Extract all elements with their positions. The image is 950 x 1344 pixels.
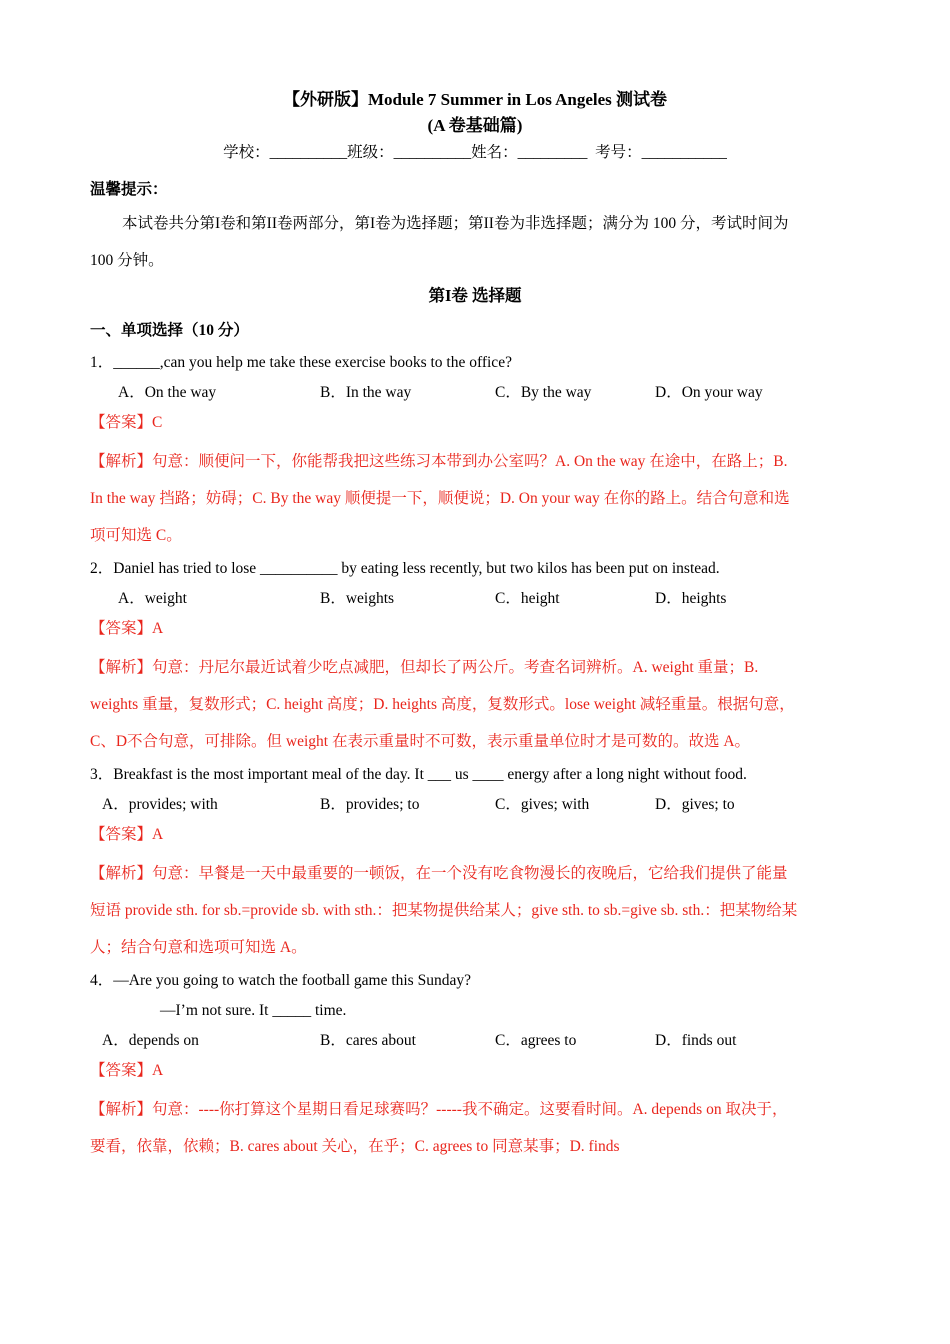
option-b: B．In the way <box>320 384 412 401</box>
option-c: C．height <box>495 590 560 607</box>
question-stem: 4．—Are you going to watch the football game this Sunday? <box>90 972 471 989</box>
analysis-line: 【解析】句意：----你打算这个星期日看足球赛吗？-----我不确定。这要看时间。A. depends on 取决于， <box>90 1101 788 1118</box>
analysis-line: 【解析】句意：早餐是一天中最重要的一顿饭，在一个没有吃食物漫长的夜晚后，它给我们提供了能量 <box>90 865 788 882</box>
option-a: A．weight <box>118 590 187 607</box>
option-d: D．heights <box>655 590 727 607</box>
option-a: A．On the way <box>118 384 217 401</box>
options-row <box>90 1026 860 1056</box>
answer-line: 【答案】A <box>90 620 164 637</box>
question-2 <box>90 554 860 760</box>
analysis-line: 【解析】句意：顺便问一下，你能帮我把这些练习本带到办公室吗？A. On the way 在途中，在路上；B. <box>90 453 788 470</box>
option-c: C．agrees to <box>495 1032 577 1049</box>
options-row <box>90 584 860 614</box>
option-b: B．weights <box>320 590 395 607</box>
answer-line: 【答案】C <box>90 414 163 431</box>
notice-text-line: 100 分钟。 <box>90 252 164 269</box>
option-c: C．gives; with <box>495 796 590 813</box>
part-title: 一、单项选择（10 分） <box>90 322 249 339</box>
volume-title: 第I卷 选择题 <box>428 286 522 305</box>
analysis-line: 人；结合句意和选项可知选 A。 <box>90 939 307 956</box>
option-b: B．cares about <box>320 1032 416 1049</box>
student-info-line: 学校：__________班级：__________姓名：_________ 考号：___________ <box>223 144 727 161</box>
question-3 <box>90 760 860 966</box>
options-row <box>90 378 860 408</box>
question-stem: 1．______,can you help me take these exercise books to the office? <box>90 354 512 371</box>
option-d: D．gives; to <box>655 796 735 813</box>
question-1 <box>90 348 860 554</box>
question-stem: 3．Breakfast is the most important meal of the day. It ___ us ____ energy after a long night without food. <box>90 766 747 783</box>
question-stem: 2．Daniel has tried to lose __________ by eating less recently, but two kilos has been put on instead. <box>90 560 720 577</box>
option-d: D．finds out <box>655 1032 737 1049</box>
analysis-line: In the way 挡路；妨碍；C. By the way 顺便提一下，顺便说；D. On your way 在你的路上。结合句意和选 <box>90 490 790 507</box>
analysis-line: C、D不合句意，可排除。但 weight 在表示重量时不可数，表示重量单位时才是可数的。故选 A。 <box>90 733 751 750</box>
paper-title: 【外研版】Module 7 Summer in Los Angeles 测试卷 <box>282 90 668 109</box>
analysis-line: 项可知选 C。 <box>90 527 182 544</box>
notice-text-line: 本试卷共分第I卷和第II卷两部分，第I卷为选择题；第II卷为非选择题；满分为 100 分，考试时间为 <box>122 215 789 232</box>
options-row <box>90 790 860 820</box>
notice-label: 温馨提示： <box>90 181 168 198</box>
option-a: A．provides; with <box>102 796 218 813</box>
question-4 <box>90 966 860 1165</box>
option-c: C．By the way <box>495 384 592 401</box>
paper-subtitle: (A 卷基础篇) <box>427 116 523 135</box>
analysis-line: 要看，依靠，依赖；B. cares about 关心，在乎；C. agrees to 同意某事；D. finds <box>90 1138 620 1155</box>
option-d: D．On your way <box>655 384 763 401</box>
question-stem-reply: —I’m not sure. It _____ time. <box>160 1002 347 1019</box>
option-b: B．provides; to <box>320 796 420 813</box>
analysis-line: weights 重量，复数形式；C. height 高度；D. heights 高度，复数形式。lose weight 减轻重量。根据句意， <box>90 696 795 713</box>
option-a: A．depends on <box>102 1032 199 1049</box>
answer-line: 【答案】A <box>90 1062 164 1079</box>
analysis-line: 【解析】句意：丹尼尔最近试着少吃点减肥，但却长了两公斤。考查名词辨析。A. weight 重量；B. <box>90 659 759 676</box>
answer-line: 【答案】A <box>90 826 164 843</box>
analysis-line: 短语 provide sth. for sb.=provide sb. with sth.：把某物提供给某人；give sth. to sb.=give sb. sth.：把某物给某 <box>90 902 798 919</box>
